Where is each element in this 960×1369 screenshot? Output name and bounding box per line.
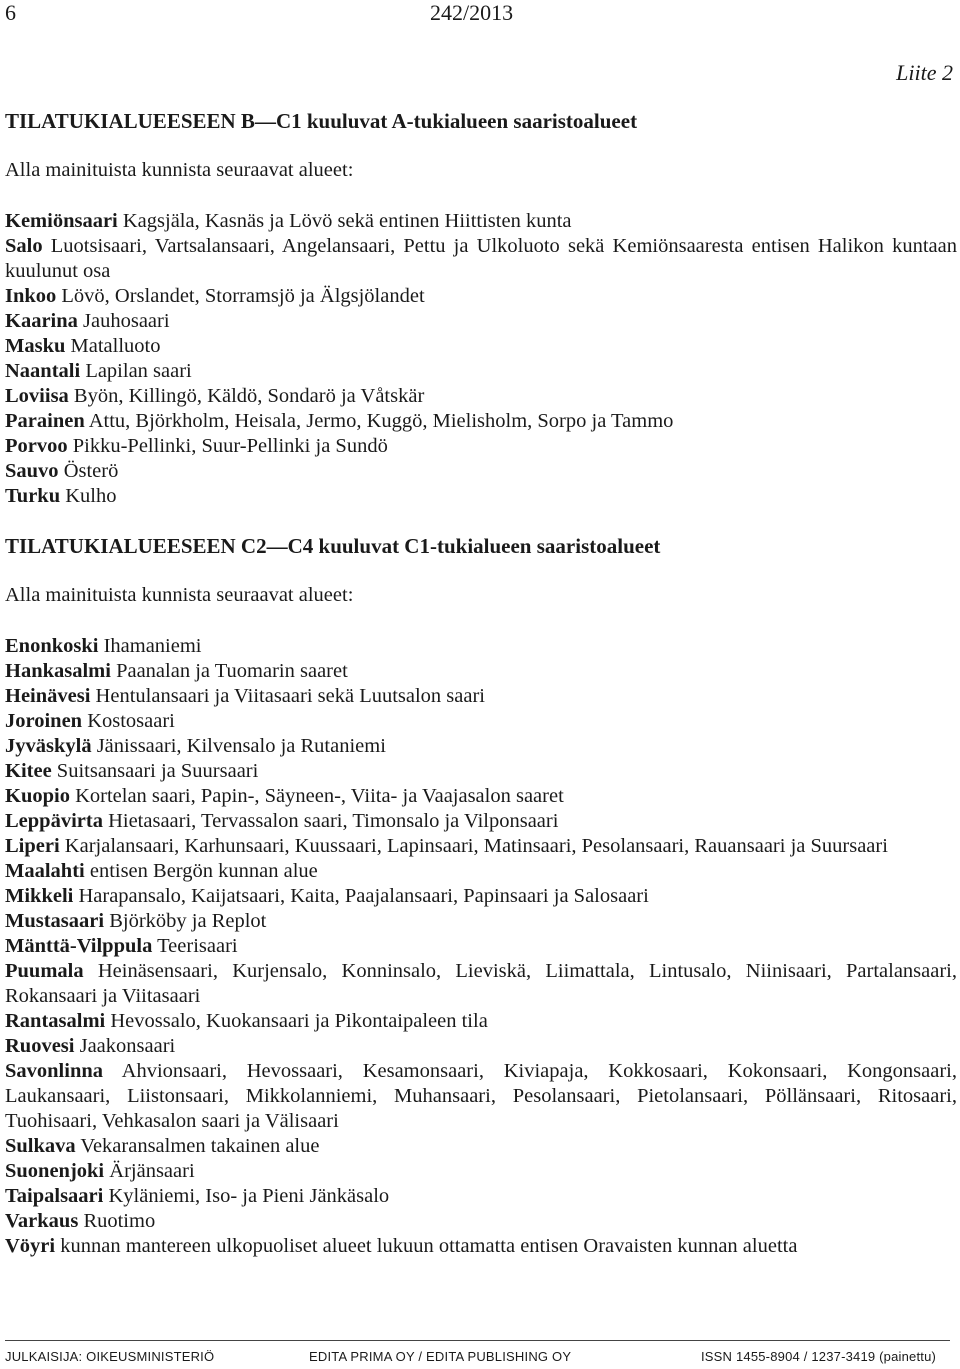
municipality-areas: Karjalansaari, Karhunsaari, Kuussaari, Lapinsaari, Matinsaari, Pesolansaari, Rauansaari ja Suursaari bbox=[64, 835, 888, 857]
municipality-entry bbox=[5, 1034, 957, 1059]
section-c-municipality-list bbox=[5, 634, 957, 1259]
municipality-entry bbox=[5, 934, 957, 959]
footer-divider bbox=[5, 1340, 950, 1341]
municipality-areas: Jaakonsaari bbox=[79, 1035, 176, 1057]
footer-printer: EDITA PRIMA OY / EDITA PUBLISHING OY bbox=[309, 1349, 572, 1364]
municipality-name: Enonkoski bbox=[5, 635, 99, 657]
municipality-entry bbox=[5, 709, 957, 734]
municipality-entry bbox=[5, 409, 957, 434]
municipality-name: Taipalsaari bbox=[5, 1185, 104, 1207]
municipality-entry bbox=[5, 834, 957, 859]
municipality-name: Maalahti bbox=[5, 860, 85, 882]
municipality-entry bbox=[5, 434, 957, 459]
municipality-name: Salo bbox=[5, 235, 43, 257]
municipality-name: Mustasaari bbox=[5, 910, 105, 932]
municipality-areas: Kulho bbox=[65, 485, 117, 507]
municipality-name: Kitee bbox=[5, 760, 52, 782]
municipality-entry bbox=[5, 884, 957, 909]
municipality-name: Joroinen bbox=[5, 710, 83, 732]
footer-publisher: JULKAISIJA: OIKEUSMINISTERIÖ bbox=[5, 1349, 215, 1364]
municipality-areas: Österö bbox=[63, 460, 119, 482]
municipality-name: Liperi bbox=[5, 835, 60, 857]
appendix-label: Liite 2 bbox=[896, 60, 953, 85]
municipality-entry bbox=[5, 959, 957, 1009]
section-c-heading: TILATUKIALUEESEEN C2—C4 kuuluvat C1-tukialueen saaristoalueet bbox=[5, 534, 661, 558]
municipality-entry bbox=[5, 759, 957, 784]
municipality-entry bbox=[5, 859, 957, 884]
municipality-name: Kuopio bbox=[5, 785, 70, 807]
municipality-areas: Ahvionsaari, Hevossaari, Kesamonsaari, Kiviapaja, Kokkosaari, Kokonsaari, Kongonsaari, Laukansaari, Liistonsaari, Mikkolanniemi, Muhansaari, Pesolansaari, Pietolansaari, Pöllänsaari, Ritosaari, Tuohisaari, Vehkasalon saari ja Välisaari bbox=[5, 1060, 957, 1132]
footer-issn: ISSN 1455-8904 / 1237-3419 (painettu) bbox=[701, 1349, 937, 1364]
municipality-areas: Kyläniemi, Iso- ja Pieni Jänkäsalo bbox=[108, 1185, 390, 1207]
section-b-municipality-list bbox=[5, 209, 957, 509]
municipality-entry bbox=[5, 1234, 957, 1259]
municipality-areas: Hentulansaari ja Viitasaari sekä Luutsalon saari bbox=[95, 685, 486, 707]
municipality-entry bbox=[5, 1134, 957, 1159]
municipality-name: Kemiönsaari bbox=[5, 210, 118, 232]
municipality-entry bbox=[5, 1059, 957, 1134]
municipality-name: Turku bbox=[5, 485, 61, 507]
municipality-name: Ruovesi bbox=[5, 1035, 75, 1057]
municipality-name: Kaarina bbox=[5, 310, 78, 332]
municipality-areas: Luotsisaari, Vartsalansaari, Angelansaari, Pettu ja Ulkoluoto sekä Kemiönsaaresta entisen Halikon kuntaan kuulunut osa bbox=[5, 235, 957, 282]
municipality-entry bbox=[5, 1009, 957, 1034]
municipality-areas: Lövö, Orslandet, Storramsjö ja Älgsjölandet bbox=[61, 285, 425, 307]
municipality-name: Inkoo bbox=[5, 285, 57, 307]
municipality-areas: Hevossalo, Kuokansaari ja Pikontaipaleen tila bbox=[110, 1010, 488, 1032]
section-c-intro: Alla mainituista kunnista seuraavat alueet: bbox=[5, 584, 354, 606]
municipality-areas: Ruotimo bbox=[83, 1210, 156, 1232]
section-b-intro: Alla mainituista kunnista seuraavat alueet: bbox=[5, 159, 354, 181]
municipality-name: Jyväskylä bbox=[5, 735, 92, 757]
municipality-areas: Harapansalo, Kaijatsaari, Kaita, Paajalansaari, Papinsaari ja Salosaari bbox=[78, 885, 649, 907]
municipality-name: Puumala bbox=[5, 960, 84, 982]
municipality-areas: Lapilan saari bbox=[85, 360, 192, 382]
municipality-name: Sulkava bbox=[5, 1135, 76, 1157]
section-b bbox=[5, 109, 957, 509]
municipality-name: Mikkeli bbox=[5, 885, 74, 907]
municipality-areas: Kostosaari bbox=[87, 710, 175, 732]
page-number: 6 bbox=[5, 0, 16, 25]
municipality-entry bbox=[5, 684, 957, 709]
municipality-areas: Teerisaari bbox=[157, 935, 238, 957]
municipality-entry bbox=[5, 659, 957, 684]
municipality-entry bbox=[5, 909, 957, 934]
municipality-areas: Heinäsensaari, Kurjensalo, Konninsalo, Lieviskä, Liimattala, Lintusalo, Niinisaari, Partalansaari, Rokansaari ja Viitasaari bbox=[5, 960, 957, 1007]
municipality-name: Varkaus bbox=[5, 1210, 79, 1232]
municipality-name: Heinävesi bbox=[5, 685, 91, 707]
municipality-areas: Ihamaniemi bbox=[103, 635, 202, 657]
municipality-name: Naantali bbox=[5, 360, 81, 382]
municipality-name: Savonlinna bbox=[5, 1060, 103, 1082]
municipality-areas: Björköby ja Replot bbox=[109, 910, 267, 932]
municipality-areas: Pikku-Pellinki, Suur-Pellinki ja Sundö bbox=[72, 435, 388, 457]
municipality-entry bbox=[5, 234, 957, 284]
municipality-name: Masku bbox=[5, 335, 66, 357]
municipality-areas: Suitsansaari ja Suursaari bbox=[56, 760, 259, 782]
municipality-entry bbox=[5, 1159, 957, 1184]
municipality-areas: Ärjänsaari bbox=[109, 1160, 195, 1182]
municipality-areas: Hietasaari, Tervassalon saari, Timonsalo ja Vilponsaari bbox=[108, 810, 559, 832]
municipality-entry bbox=[5, 459, 957, 484]
municipality-areas: Vekaransalmen takainen alue bbox=[80, 1135, 320, 1157]
municipality-name: Porvoo bbox=[5, 435, 68, 457]
municipality-entry bbox=[5, 784, 957, 809]
municipality-entry bbox=[5, 284, 957, 309]
municipality-entry bbox=[5, 209, 957, 234]
municipality-entry bbox=[5, 809, 957, 834]
municipality-entry bbox=[5, 1209, 957, 1234]
municipality-areas: kunnan mantereen ulkopuoliset alueet lukuun ottamatta entisen Oravaisten kunnan aluetta bbox=[60, 1235, 798, 1257]
municipality-entry bbox=[5, 634, 957, 659]
municipality-areas: Attu, Björkholm, Heisala, Jermo, Kuggö, Mielisholm, Sorpo ja Tammo bbox=[88, 410, 674, 432]
municipality-name: Mänttä-Vilppula bbox=[5, 935, 153, 957]
municipality-areas: Jauhosaari bbox=[83, 310, 170, 332]
municipality-areas: Matalluoto bbox=[70, 335, 161, 357]
municipality-name: Sauvo bbox=[5, 460, 59, 482]
document-number: 242/2013 bbox=[430, 0, 514, 25]
municipality-name: Parainen bbox=[5, 410, 85, 432]
municipality-name: Hankasalmi bbox=[5, 660, 111, 682]
municipality-areas: Paanalan ja Tuomarin saaret bbox=[116, 660, 348, 682]
municipality-name: Loviisa bbox=[5, 385, 69, 407]
municipality-name: Suonenjoki bbox=[5, 1160, 105, 1182]
municipality-name: Rantasalmi bbox=[5, 1010, 106, 1032]
municipality-name: Leppävirta bbox=[5, 810, 103, 832]
section-c bbox=[5, 534, 957, 1259]
municipality-areas: Kortelan saari, Papin-, Säyneen-, Viita- ja Vaajasalon saaret bbox=[75, 785, 564, 807]
municipality-entry bbox=[5, 734, 957, 759]
municipality-entry bbox=[5, 1184, 957, 1209]
municipality-entry bbox=[5, 384, 957, 409]
municipality-areas: Jänissaari, Kilvensalo ja Rutaniemi bbox=[96, 735, 386, 757]
municipality-entry bbox=[5, 334, 957, 359]
municipality-areas: Byön, Killingö, Käldö, Sondarö ja Våtskär bbox=[73, 385, 425, 407]
municipality-entry bbox=[5, 309, 957, 334]
municipality-areas: entisen Bergön kunnan alue bbox=[89, 860, 318, 882]
municipality-areas: Kagsjäla, Kasnäs ja Lövö sekä entinen Hiittisten kunta bbox=[122, 210, 572, 232]
section-b-heading: TILATUKIALUEESEEN B—C1 kuuluvat A-tukialueen saaristoalueet bbox=[5, 109, 638, 133]
municipality-name: Vöyri bbox=[5, 1235, 56, 1257]
municipality-entry bbox=[5, 484, 957, 509]
municipality-entry bbox=[5, 359, 957, 384]
